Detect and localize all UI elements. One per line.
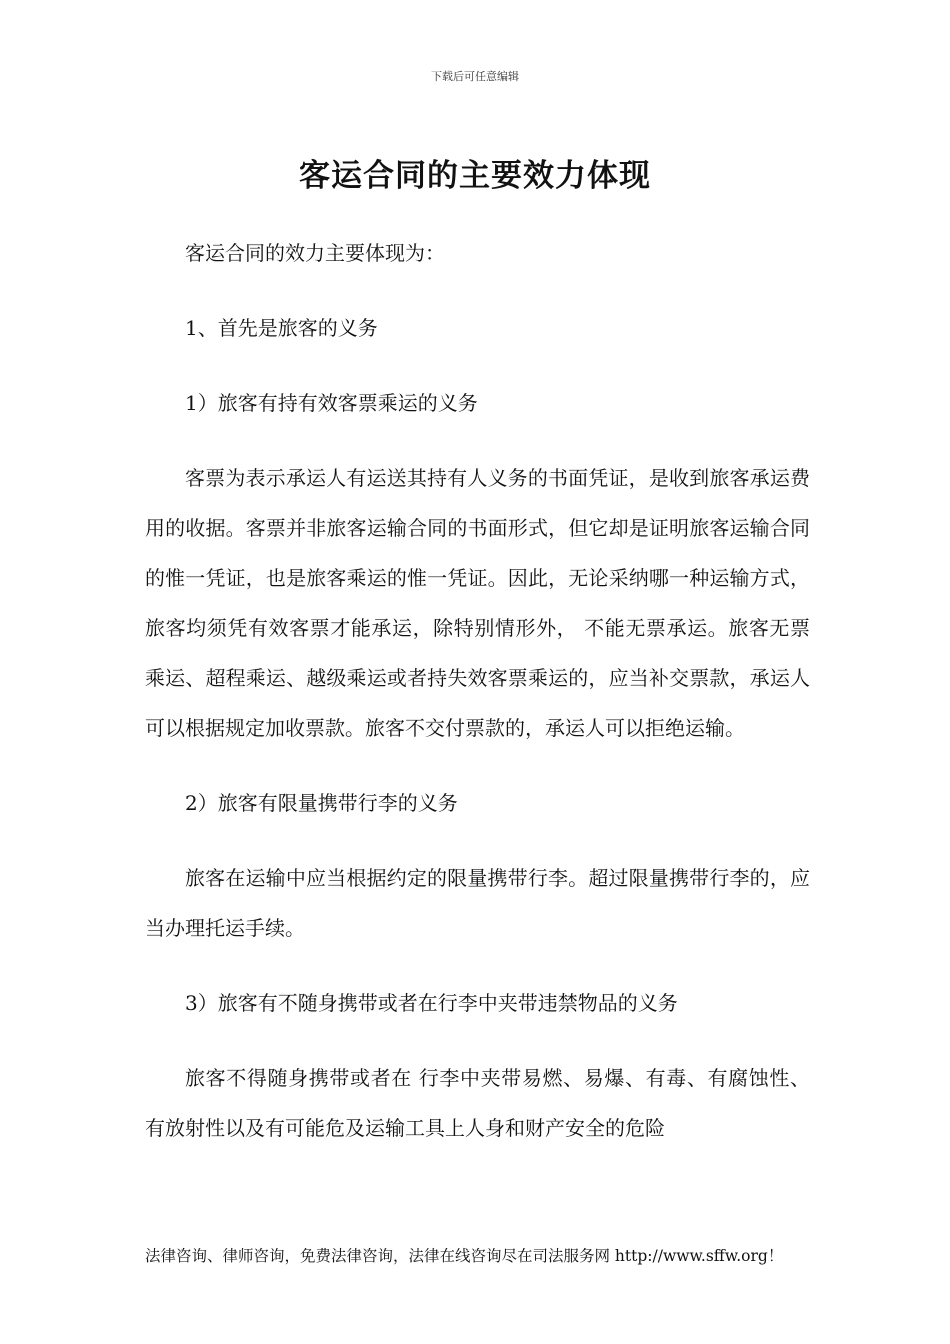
paragraph-luggage: 旅客在运输中应当根据约定的限量携带行李。超过限量携带行李的，应当办理托运手续。 [145,866,810,940]
section-heading-passenger-duties: 1、首先是旅客的义务 [185,316,378,340]
footer-note: 法律咨询、律师咨询，免费法律咨询，法律在线咨询尽在司法服务网 http://www.sffw.org！ [145,1247,784,1265]
document-title: 客运合同的主要效力体现 [299,158,651,194]
document-body [145,228,810,1153]
paragraph-ticket: 客票为表示承运人有运送其持有人义务的书面凭证，是收到旅客承运费用的收据。客票并非旅客运输合同的书面形式，但它却是证明旅客运输合同的惟一凭证，也是旅客乘运的惟一凭证。因此，无论采纳哪一种运输方式，旅客均须凭有效客票才能承运，除特别情形外， 不能无票承运。旅客无票乘运、超程乘运、越级乘运或者持失效客票乘运的，应当补交票款，承运人可以根据规定加收票款。旅客不交付票款的，承运人可以拒绝运输。 [145,466,810,740]
paragraph-prohibited-items: 旅客不得随身携带或者在 行李中夹带易燃、易爆、有毒、有腐蚀性、有放射性以及有可能危及运输工具上人身和财产安全的危险 [145,1066,810,1140]
header-note: 下载后可任意编辑 [431,70,519,83]
subheading-valid-ticket: 1）旅客有持有效客票乘运的义务 [185,391,478,415]
subheading-luggage-limit: 2）旅客有限量携带行李的义务 [185,791,458,815]
subheading-prohibited-items: 3）旅客有不随身携带或者在行李中夹带违禁物品的义务 [185,991,678,1015]
paragraph-intro: 客运合同的效力主要体现为： [185,241,445,265]
